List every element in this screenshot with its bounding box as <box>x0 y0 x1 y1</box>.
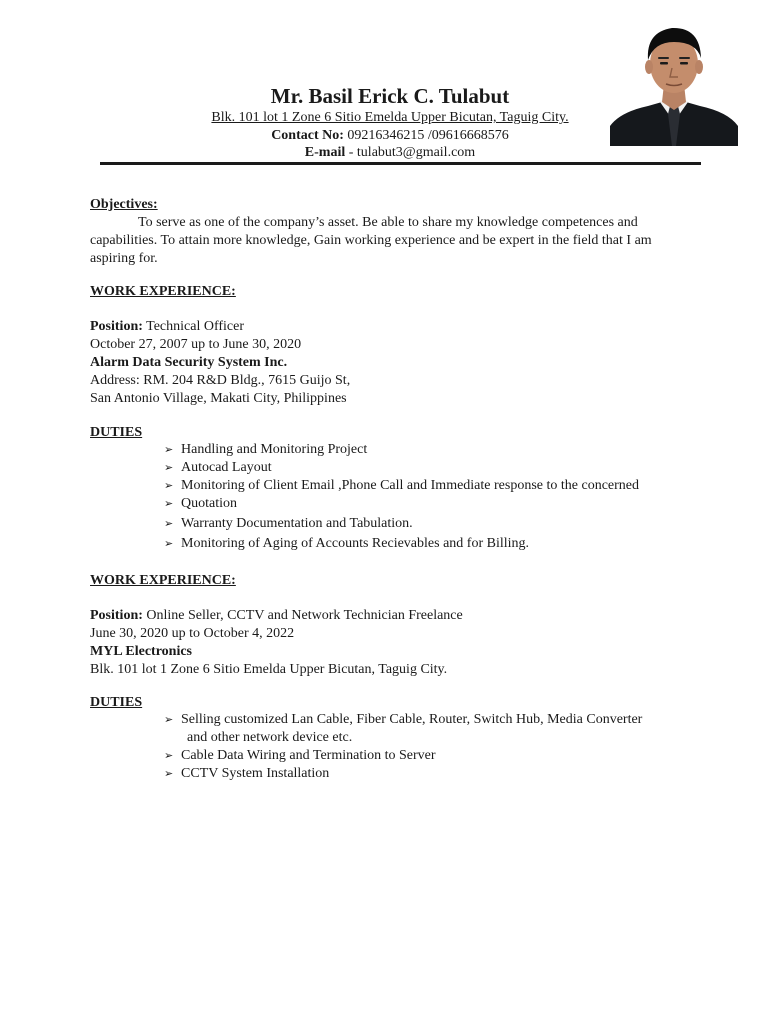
duty-text: CCTV System Installation <box>181 766 330 781</box>
email-label: E-mail <box>304 145 346 160</box>
header-divider <box>100 162 701 165</box>
duty-text: Cable Data Wiring and Termination to Server <box>181 748 436 763</box>
work-experience-heading: WORK EXPERIENCE: <box>90 573 236 588</box>
duty-text: Handling and Monitoring Project <box>181 442 368 457</box>
duty-text-continuation: and other network device etc. <box>187 730 353 745</box>
objectives-heading: Objectives: <box>90 197 158 212</box>
company-name: Alarm Data Security System Inc. <box>90 355 288 370</box>
duty-text: Monitoring of Aging of Accounts Recievables and for Billing. <box>181 536 530 551</box>
position-value: Online Seller, CCTV and Network Technician Freelance <box>142 608 463 623</box>
duty-text: Autocad Layout <box>181 460 272 475</box>
duties-heading-1-wrap <box>90 424 690 442</box>
contact-line <box>100 127 680 144</box>
duties-list-1 <box>164 441 704 553</box>
list-item <box>164 459 704 477</box>
work-experience-2-details <box>90 607 690 679</box>
employment-dates: October 27, 2007 up to June 30, 2020 <box>90 337 302 352</box>
position-label: Position: <box>90 608 143 623</box>
objectives-section <box>90 196 690 268</box>
company-address-line-2: San Antonio Village, Makati City, Philippines <box>90 391 347 406</box>
arrowhead-bullet-icon: ➢ <box>164 461 174 474</box>
contact-value: 09216346215 /09616668576 <box>343 128 509 143</box>
list-item <box>164 441 704 459</box>
arrowhead-bullet-icon: ➢ <box>164 537 174 550</box>
position-line <box>90 318 690 336</box>
arrowhead-bullet-icon: ➢ <box>164 443 174 456</box>
resume-header <box>100 84 680 161</box>
arrowhead-bullet-icon: ➢ <box>164 749 174 762</box>
list-item <box>164 495 704 515</box>
position-label: Position: <box>90 319 143 334</box>
work-experience-heading: WORK EXPERIENCE: <box>90 284 236 299</box>
email-value: - tulabut3@gmail.com <box>345 145 476 160</box>
arrowhead-bullet-icon: ➢ <box>164 497 174 510</box>
company-address: Blk. 101 lot 1 Zone 6 Sitio Emelda Upper Bicutan, Taguig City. <box>90 662 448 677</box>
duty-text: Selling customized Lan Cable, Fiber Cable, Router, Switch Hub, Media Converter <box>181 712 643 727</box>
employment-dates: June 30, 2020 up to October 4, 2022 <box>90 626 295 641</box>
email-line <box>100 144 680 161</box>
duties-list-2 <box>164 711 704 783</box>
list-item <box>164 515 704 535</box>
objectives-text: To serve as one of the company’s asset. Be able to share my knowledge competences and capabilities. To attain more knowledge, Gain working experience and be expert in the field that I am aspiring for. <box>90 215 652 266</box>
duties-heading: DUTIES <box>90 695 143 710</box>
work-experience-1 <box>90 283 690 301</box>
duty-text: Monitoring of Client Email ,Phone Call and Immediate response to the concerned <box>181 478 640 493</box>
duties-heading-2-wrap <box>90 694 690 712</box>
company-name: MYL Electronics <box>90 644 193 659</box>
arrowhead-bullet-icon: ➢ <box>164 713 174 726</box>
contact-label: Contact No: <box>271 128 344 143</box>
list-item <box>164 711 704 747</box>
work-experience-2 <box>90 572 690 590</box>
duties-heading: DUTIES <box>90 425 143 440</box>
arrowhead-bullet-icon: ➢ <box>164 479 174 492</box>
arrowhead-bullet-icon: ➢ <box>164 767 174 780</box>
position-line <box>90 607 690 625</box>
arrowhead-bullet-icon: ➢ <box>164 517 174 530</box>
applicant-name: Mr. Basil Erick C. Tulabut <box>270 84 510 108</box>
duty-text: Warranty Documentation and Tabulation. <box>181 516 413 531</box>
list-item <box>164 477 704 495</box>
list-item <box>164 765 704 783</box>
applicant-address: Blk. 101 lot 1 Zone 6 Sitio Emelda Upper Bicutan, Taguig City. <box>211 110 569 125</box>
list-item <box>164 535 704 553</box>
position-value: Technical Officer <box>142 319 245 334</box>
company-address-line-1: Address: RM. 204 R&D Bldg., 7615 Guijo St, <box>90 373 351 388</box>
duty-text: Quotation <box>181 496 237 511</box>
list-item <box>164 747 704 765</box>
work-experience-1-details <box>90 318 690 408</box>
